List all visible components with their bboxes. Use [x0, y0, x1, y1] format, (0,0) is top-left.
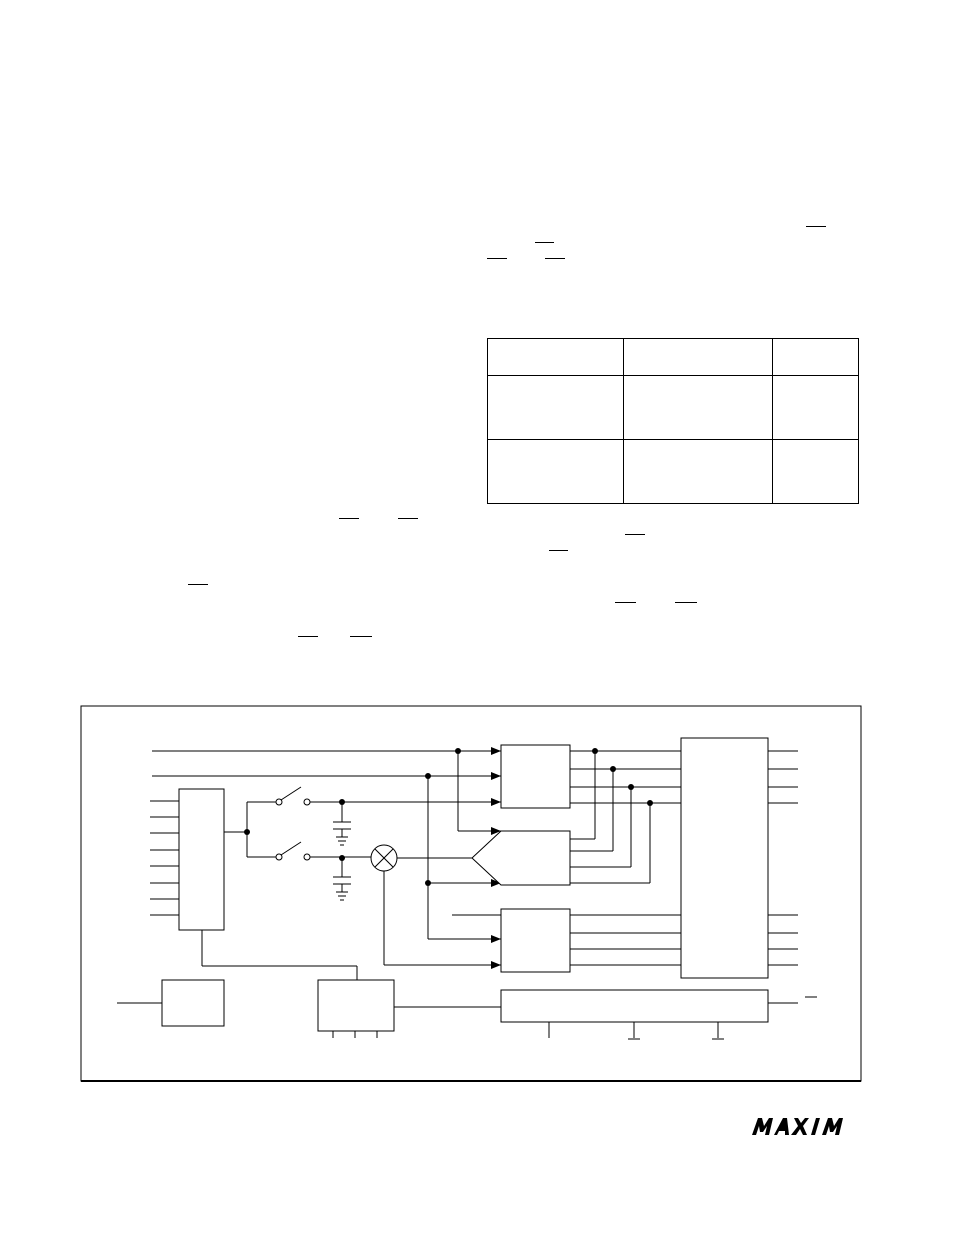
overbar-mark	[625, 534, 645, 535]
block-diagram	[80, 705, 863, 1083]
mux-input-lines	[150, 801, 179, 915]
overbar-mark	[350, 636, 372, 637]
hold-cap-1	[333, 802, 351, 845]
control-logic	[318, 980, 394, 1031]
table-cell	[624, 440, 773, 504]
diagram-frame	[81, 706, 861, 1081]
overbar-mark	[298, 636, 318, 637]
overbar-mark	[487, 258, 507, 259]
overbar-mark	[535, 242, 554, 243]
maxim-logo	[752, 1118, 858, 1136]
comparator-block-1	[501, 745, 570, 808]
overbar-mark	[398, 518, 418, 519]
comparator-block-2	[472, 831, 570, 885]
table-row	[488, 339, 859, 376]
table-cell	[624, 339, 773, 376]
table-cell	[488, 376, 624, 440]
table-cell	[488, 339, 624, 376]
overbar-mark	[549, 550, 568, 551]
data-table	[487, 338, 859, 504]
multiplier	[371, 845, 397, 871]
mux-block	[179, 789, 224, 930]
table-cell	[773, 440, 859, 504]
hold-cap-2	[333, 857, 351, 900]
register-output-lines	[768, 751, 798, 965]
table-row	[488, 440, 859, 504]
overbar-mark	[806, 226, 826, 227]
table-row	[488, 376, 859, 440]
clock-block	[162, 980, 224, 1026]
comparator-block-3	[501, 909, 570, 972]
sample-switch-2	[276, 842, 310, 860]
overbar-mark	[339, 518, 359, 519]
output-register	[681, 738, 768, 978]
serial-interface	[501, 990, 768, 1022]
table-cell	[773, 376, 859, 440]
table-cell	[624, 376, 773, 440]
sample-switch-1	[276, 787, 310, 805]
overbar-mark	[188, 584, 208, 585]
table-cell	[773, 339, 859, 376]
overbar-mark	[675, 602, 697, 603]
overbar-mark	[615, 602, 636, 603]
overbar-mark	[545, 258, 565, 259]
table-cell	[488, 440, 624, 504]
